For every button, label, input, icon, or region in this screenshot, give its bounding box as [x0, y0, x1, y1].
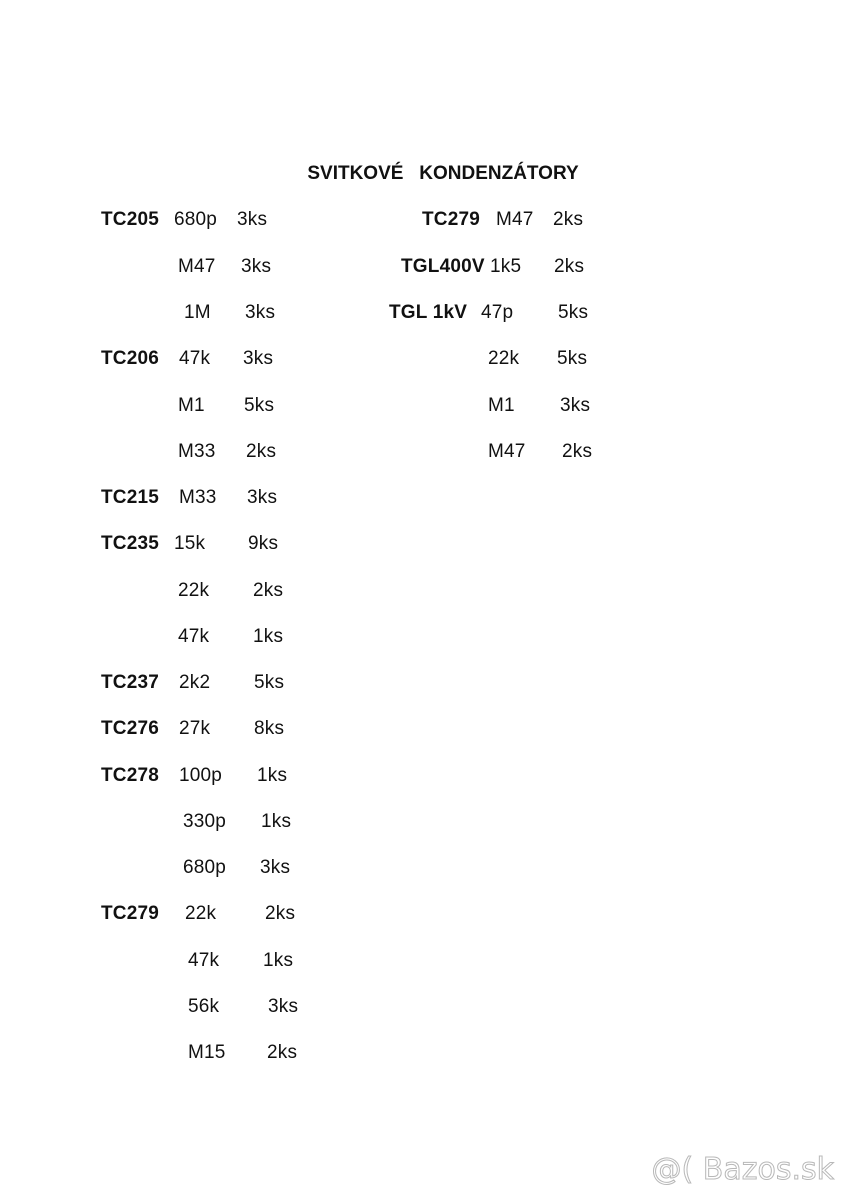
capacitance-value: 47p: [481, 302, 514, 323]
quantity-value: 3ks: [247, 487, 278, 508]
capacitance-value: 1k5: [490, 256, 522, 277]
capacitor-type-label: TC215: [101, 487, 160, 508]
capacitance-value: 680p: [183, 857, 227, 878]
capacitance-value: M33: [178, 441, 216, 462]
capacitor-type-label: TC278: [101, 765, 160, 786]
capacitance-value: 1M: [184, 302, 211, 323]
quantity-value: 2ks: [553, 209, 584, 230]
capacitor-type-label: TC279: [422, 209, 481, 230]
bazos-watermark: @( Bazos.sk: [651, 1152, 834, 1187]
capacitor-type-label: TGL 1kV: [389, 302, 468, 323]
capacitance-value: M47: [178, 256, 216, 277]
capacitance-value: 22k: [488, 348, 520, 369]
capacitor-type-label: TC279: [101, 903, 160, 924]
capacitance-value: 22k: [178, 580, 210, 601]
quantity-value: 1ks: [257, 765, 288, 786]
quantity-value: 3ks: [260, 857, 291, 878]
quantity-value: 2ks: [246, 441, 277, 462]
quantity-value: 9ks: [248, 533, 279, 554]
quantity-value: 1ks: [253, 626, 284, 647]
capacitance-value: 680p: [174, 209, 218, 230]
capacitor-type-label: TC205: [101, 209, 160, 230]
quantity-value: 3ks: [241, 256, 272, 277]
capacitance-value: 56k: [188, 996, 220, 1017]
capacitance-value: 15k: [174, 533, 206, 554]
capacitance-value: M47: [488, 441, 526, 462]
capacitance-value: M1: [178, 395, 205, 416]
quantity-value: 2ks: [253, 580, 284, 601]
quantity-value: 3ks: [237, 209, 268, 230]
quantity-value: 1ks: [263, 950, 294, 971]
quantity-value: 3ks: [245, 302, 276, 323]
quantity-value: 2ks: [562, 441, 593, 462]
quantity-value: 3ks: [268, 996, 299, 1017]
capacitance-value: 22k: [185, 903, 217, 924]
capacitance-value: 330p: [183, 811, 227, 832]
capacitance-value: 47k: [188, 950, 220, 971]
capacitor-type-label: TC206: [101, 348, 160, 369]
capacitor-type-label: TC276: [101, 718, 160, 739]
capacitance-value: 47k: [179, 348, 211, 369]
capacitor-type-label: TC237: [101, 672, 160, 693]
quantity-value: 2ks: [554, 256, 585, 277]
capacitance-value: 100p: [179, 765, 223, 786]
capacitor-type-label: TGL400V: [401, 256, 485, 277]
capacitance-value: M1: [488, 395, 515, 416]
quantity-value: 5ks: [254, 672, 285, 693]
capacitance-value: M47: [496, 209, 534, 230]
capacitance-value: 2k2: [179, 672, 211, 693]
capacitor-type-label: TC235: [101, 533, 160, 554]
quantity-value: 2ks: [267, 1042, 298, 1063]
quantity-value: 8ks: [254, 718, 285, 739]
quantity-value: 3ks: [243, 348, 274, 369]
quantity-value: 1ks: [261, 811, 292, 832]
quantity-value: 2ks: [265, 903, 296, 924]
quantity-value: 3ks: [560, 395, 591, 416]
capacitance-value: 47k: [178, 626, 210, 647]
document-title: SVITKOVÉ KONDENZÁTORY: [307, 163, 579, 184]
capacitance-value: M33: [179, 487, 217, 508]
quantity-value: 5ks: [557, 348, 588, 369]
capacitance-value: 27k: [179, 718, 211, 739]
quantity-value: 5ks: [244, 395, 275, 416]
capacitance-value: M15: [188, 1042, 226, 1063]
quantity-value: 5ks: [558, 302, 589, 323]
